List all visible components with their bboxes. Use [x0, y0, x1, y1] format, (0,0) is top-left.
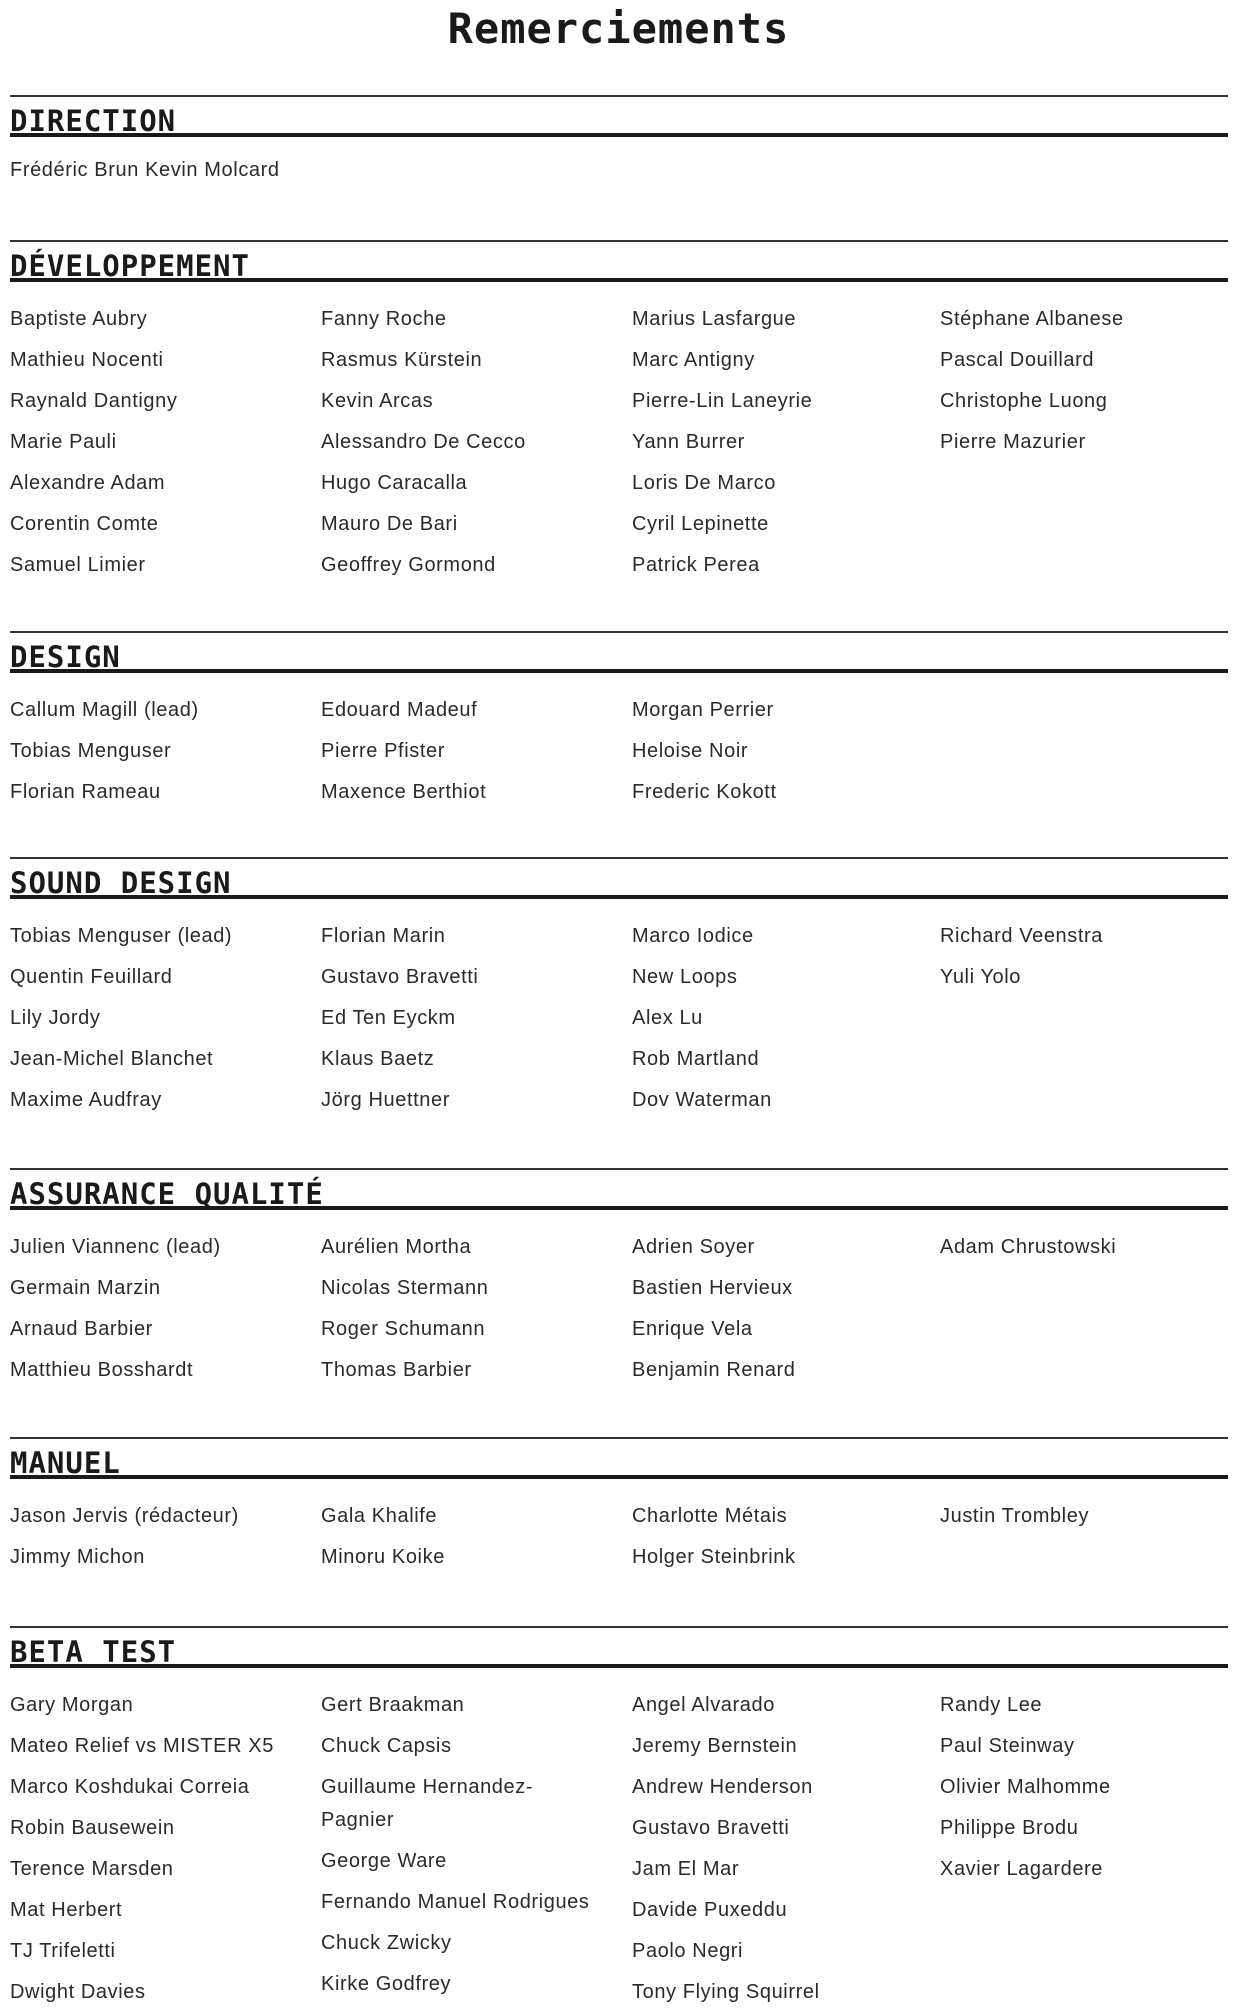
credit-name: Paolo Negri	[632, 1940, 744, 1962]
names-column	[632, 690, 940, 813]
section-heading: MANUEL	[10, 1446, 121, 1480]
credit-name: Quentin Feuillard	[10, 966, 173, 988]
credit-name: Gala Khalife	[321, 1505, 438, 1527]
credit-name: Heloise Noir	[632, 740, 749, 762]
section-heading: DIRECTION	[10, 104, 177, 138]
credit-name: Tony Flying Squirrel	[632, 1981, 820, 2003]
section-heading-bar	[10, 1626, 1228, 1668]
credit-name: Marco Koshdukai Correia	[10, 1776, 250, 1798]
section-heading-bar	[10, 1437, 1228, 1479]
credit-name: Dwight Davies	[10, 1981, 146, 2003]
credit-name: Gustavo Bravetti	[632, 1817, 790, 1839]
credit-name: TJ Trifeletti	[10, 1940, 116, 1962]
credit-name: Cyril Lepinette	[632, 513, 769, 535]
credit-name: Geoffrey Gormond	[321, 554, 496, 576]
credit-name: Mateo Relief vs MISTER X5	[10, 1735, 274, 1757]
credit-name: Marie Pauli	[10, 431, 117, 453]
credit-name: Hugo Caracalla	[321, 472, 468, 494]
credit-name: Adrien Soyer	[632, 1236, 755, 1258]
credit-name: Germain Marzin	[10, 1277, 161, 1299]
credit-name: Matthieu Bosshardt	[10, 1359, 194, 1381]
section-developpement	[10, 240, 1228, 586]
names-column	[940, 916, 1228, 1121]
credit-name: Callum Magill (lead)	[10, 699, 199, 721]
names-column	[10, 1496, 321, 1578]
credit-name: Yann Burrer	[632, 431, 745, 453]
credit-name: Angel Alvarado	[632, 1694, 775, 1716]
credit-name: Maxence Berthiot	[321, 781, 487, 803]
credit-name: Florian Rameau	[10, 781, 161, 803]
credit-name: Jason Jervis (rédacteur)	[10, 1505, 239, 1527]
credit-name: Chuck Capsis	[321, 1735, 452, 1757]
section-beta-test	[10, 1626, 1228, 2013]
names-column	[940, 1685, 1228, 2013]
credit-name: Alex Lu	[632, 1007, 703, 1029]
names-column	[632, 1685, 940, 2013]
credit-name: Morgan Perrier	[632, 699, 774, 721]
names-line: Frédéric Brun Kevin Molcard	[10, 159, 280, 181]
credit-name: Julien Viannenc (lead)	[10, 1236, 221, 1258]
names-grid	[10, 1496, 1228, 1578]
credit-name: George Ware	[321, 1850, 447, 1872]
credit-name: Lily Jordy	[10, 1007, 101, 1029]
credit-name: Alessandro De Cecco	[321, 431, 526, 453]
section-heading-bar	[10, 1168, 1228, 1210]
credit-name: Alexandre Adam	[10, 472, 166, 494]
names-column	[940, 690, 1228, 813]
credit-name: Arnaud Barbier	[10, 1318, 153, 1340]
names-column	[321, 1685, 632, 2013]
names-grid	[10, 1227, 1228, 1391]
credit-name: Klaus Baetz	[321, 1048, 435, 1070]
credit-name: Rob Martland	[632, 1048, 760, 1070]
names-grid	[10, 299, 1228, 586]
credit-name: Jam El Mar	[632, 1858, 740, 1880]
section-heading: DESIGN	[10, 640, 121, 674]
credit-name: Chuck Zwicky	[321, 1932, 452, 1954]
credit-name: Raynald Dantigny	[10, 390, 178, 412]
credit-name: New Loops	[632, 966, 738, 988]
credit-name: Ed Ten Eyckm	[321, 1007, 456, 1029]
credit-name: Mat Herbert	[10, 1899, 123, 1921]
credit-name: Jeremy Bernstein	[632, 1735, 798, 1757]
section-direction	[10, 95, 1228, 182]
credit-name: Tobias Menguser	[10, 740, 172, 762]
names-column	[321, 1227, 632, 1391]
names-column	[632, 1227, 940, 1391]
credit-name: Tobias Menguser (lead)	[10, 925, 233, 947]
credit-name: Nicolas Stermann	[321, 1277, 489, 1299]
credit-name: Dov Waterman	[632, 1089, 772, 1111]
credit-name: Xavier Lagardere	[940, 1858, 1104, 1880]
credit-name: Jean-Michel Blanchet	[10, 1048, 214, 1070]
credit-name: Davide Puxeddu	[632, 1899, 788, 1921]
names-column	[321, 1496, 632, 1578]
credit-name: Holger Steinbrink	[632, 1546, 796, 1568]
section-heading-bar	[10, 240, 1228, 282]
credit-name: Loris De Marco	[632, 472, 776, 494]
credit-name: Pierre Mazurier	[940, 431, 1086, 453]
credit-name: Gustavo Bravetti	[321, 966, 479, 988]
names-column	[632, 299, 940, 586]
names-grid	[10, 1685, 1228, 2013]
credit-name: Baptiste Aubry	[10, 308, 148, 330]
credit-name: Thomas Barbier	[321, 1359, 472, 1381]
credit-name: Randy Lee	[940, 1694, 1043, 1716]
credit-name: Pascal Douillard	[940, 349, 1095, 371]
section-heading-bar	[10, 857, 1228, 899]
names-column	[321, 690, 632, 813]
credit-name: Gert Braakman	[321, 1694, 465, 1716]
credit-name: Mauro De Bari	[321, 513, 458, 535]
credit-name: Mathieu Nocenti	[10, 349, 164, 371]
credit-name: Edouard Madeuf	[321, 699, 478, 721]
credit-name: Roger Schumann	[321, 1318, 486, 1340]
credit-name: Robin Bausewein	[10, 1817, 175, 1839]
credit-name: Fanny Roche	[321, 308, 447, 330]
credit-name: Terence Marsden	[10, 1858, 174, 1880]
credit-name: Pierre-Lin Laneyrie	[632, 390, 813, 412]
credit-name: Rasmus Kürstein	[321, 349, 483, 371]
names-column	[10, 1685, 321, 2013]
names-column	[940, 299, 1228, 586]
names-column	[10, 299, 321, 586]
credit-name: Jörg Huettner	[321, 1089, 450, 1111]
credit-name: Aurélien Mortha	[321, 1236, 472, 1258]
names-column	[321, 916, 632, 1121]
credit-name: Marco Iodice	[632, 925, 754, 947]
credit-name: Pierre Pfister	[321, 740, 445, 762]
credit-name: Corentin Comte	[10, 513, 159, 535]
credit-name: Olivier Malhomme	[940, 1776, 1111, 1798]
names-column	[940, 1227, 1228, 1391]
names-column	[10, 690, 321, 813]
names-column	[10, 1227, 321, 1391]
credit-name: Samuel Limier	[10, 554, 146, 576]
credit-name: Adam Chrustowski	[940, 1236, 1117, 1258]
names-column	[632, 916, 940, 1121]
credit-name: Gary Morgan	[10, 1694, 134, 1716]
credit-name: Kevin Arcas	[321, 390, 434, 412]
section-heading: SOUND DESIGN	[10, 866, 232, 900]
section-heading-bar	[10, 95, 1228, 137]
names-column	[632, 1496, 940, 1578]
credit-name: Paul Steinway	[940, 1735, 1075, 1757]
section-heading: ASSURANCE QUALITÉ	[10, 1177, 324, 1211]
credit-name: Justin Trombley	[940, 1505, 1090, 1527]
credit-name: Richard Veenstra	[940, 925, 1104, 947]
credit-name: Florian Marin	[321, 925, 446, 947]
names-column	[10, 916, 321, 1121]
section-heading: DÉVELOPPEMENT	[10, 249, 250, 283]
credit-name: Stéphane Albanese	[940, 308, 1124, 330]
names-column	[940, 1496, 1228, 1578]
credit-name: Christophe Luong	[940, 390, 1108, 412]
section-sound-design	[10, 857, 1228, 1121]
credit-name: Maxime Audfray	[10, 1089, 162, 1111]
section-manuel	[10, 1437, 1228, 1578]
credit-name: Bastien Hervieux	[632, 1277, 793, 1299]
names-grid	[10, 916, 1228, 1121]
credit-name: Kirke Godfrey	[321, 1973, 452, 1995]
page-title: Remerciements	[447, 4, 790, 53]
credit-name: Frederic Kokott	[632, 781, 777, 803]
credit-name: Benjamin Renard	[632, 1359, 796, 1381]
credit-name: Jimmy Michon	[10, 1546, 145, 1568]
credit-name: Charlotte Métais	[632, 1505, 788, 1527]
names-column	[321, 299, 632, 586]
section-heading-bar	[10, 631, 1228, 673]
section-assurance-qualite	[10, 1168, 1228, 1391]
credit-name: Marc Antigny	[632, 349, 755, 371]
credit-name: Enrique Vela	[632, 1318, 753, 1340]
credit-name: Guillaume Hernandez-Pagnier	[321, 1776, 534, 1831]
credit-name: Marius Lasfargue	[632, 308, 797, 330]
credit-name: Andrew Henderson	[632, 1776, 813, 1798]
credit-name: Philippe Brodu	[940, 1817, 1079, 1839]
credit-name: Patrick Perea	[632, 554, 760, 576]
credit-name: Fernando Manuel Rodrigues	[321, 1891, 590, 1913]
names-grid	[10, 690, 1228, 813]
section-heading: BETA TEST	[10, 1635, 177, 1669]
section-design	[10, 631, 1228, 813]
credit-name: Minoru Koike	[321, 1546, 445, 1568]
credit-name: Yuli Yolo	[940, 966, 1022, 988]
